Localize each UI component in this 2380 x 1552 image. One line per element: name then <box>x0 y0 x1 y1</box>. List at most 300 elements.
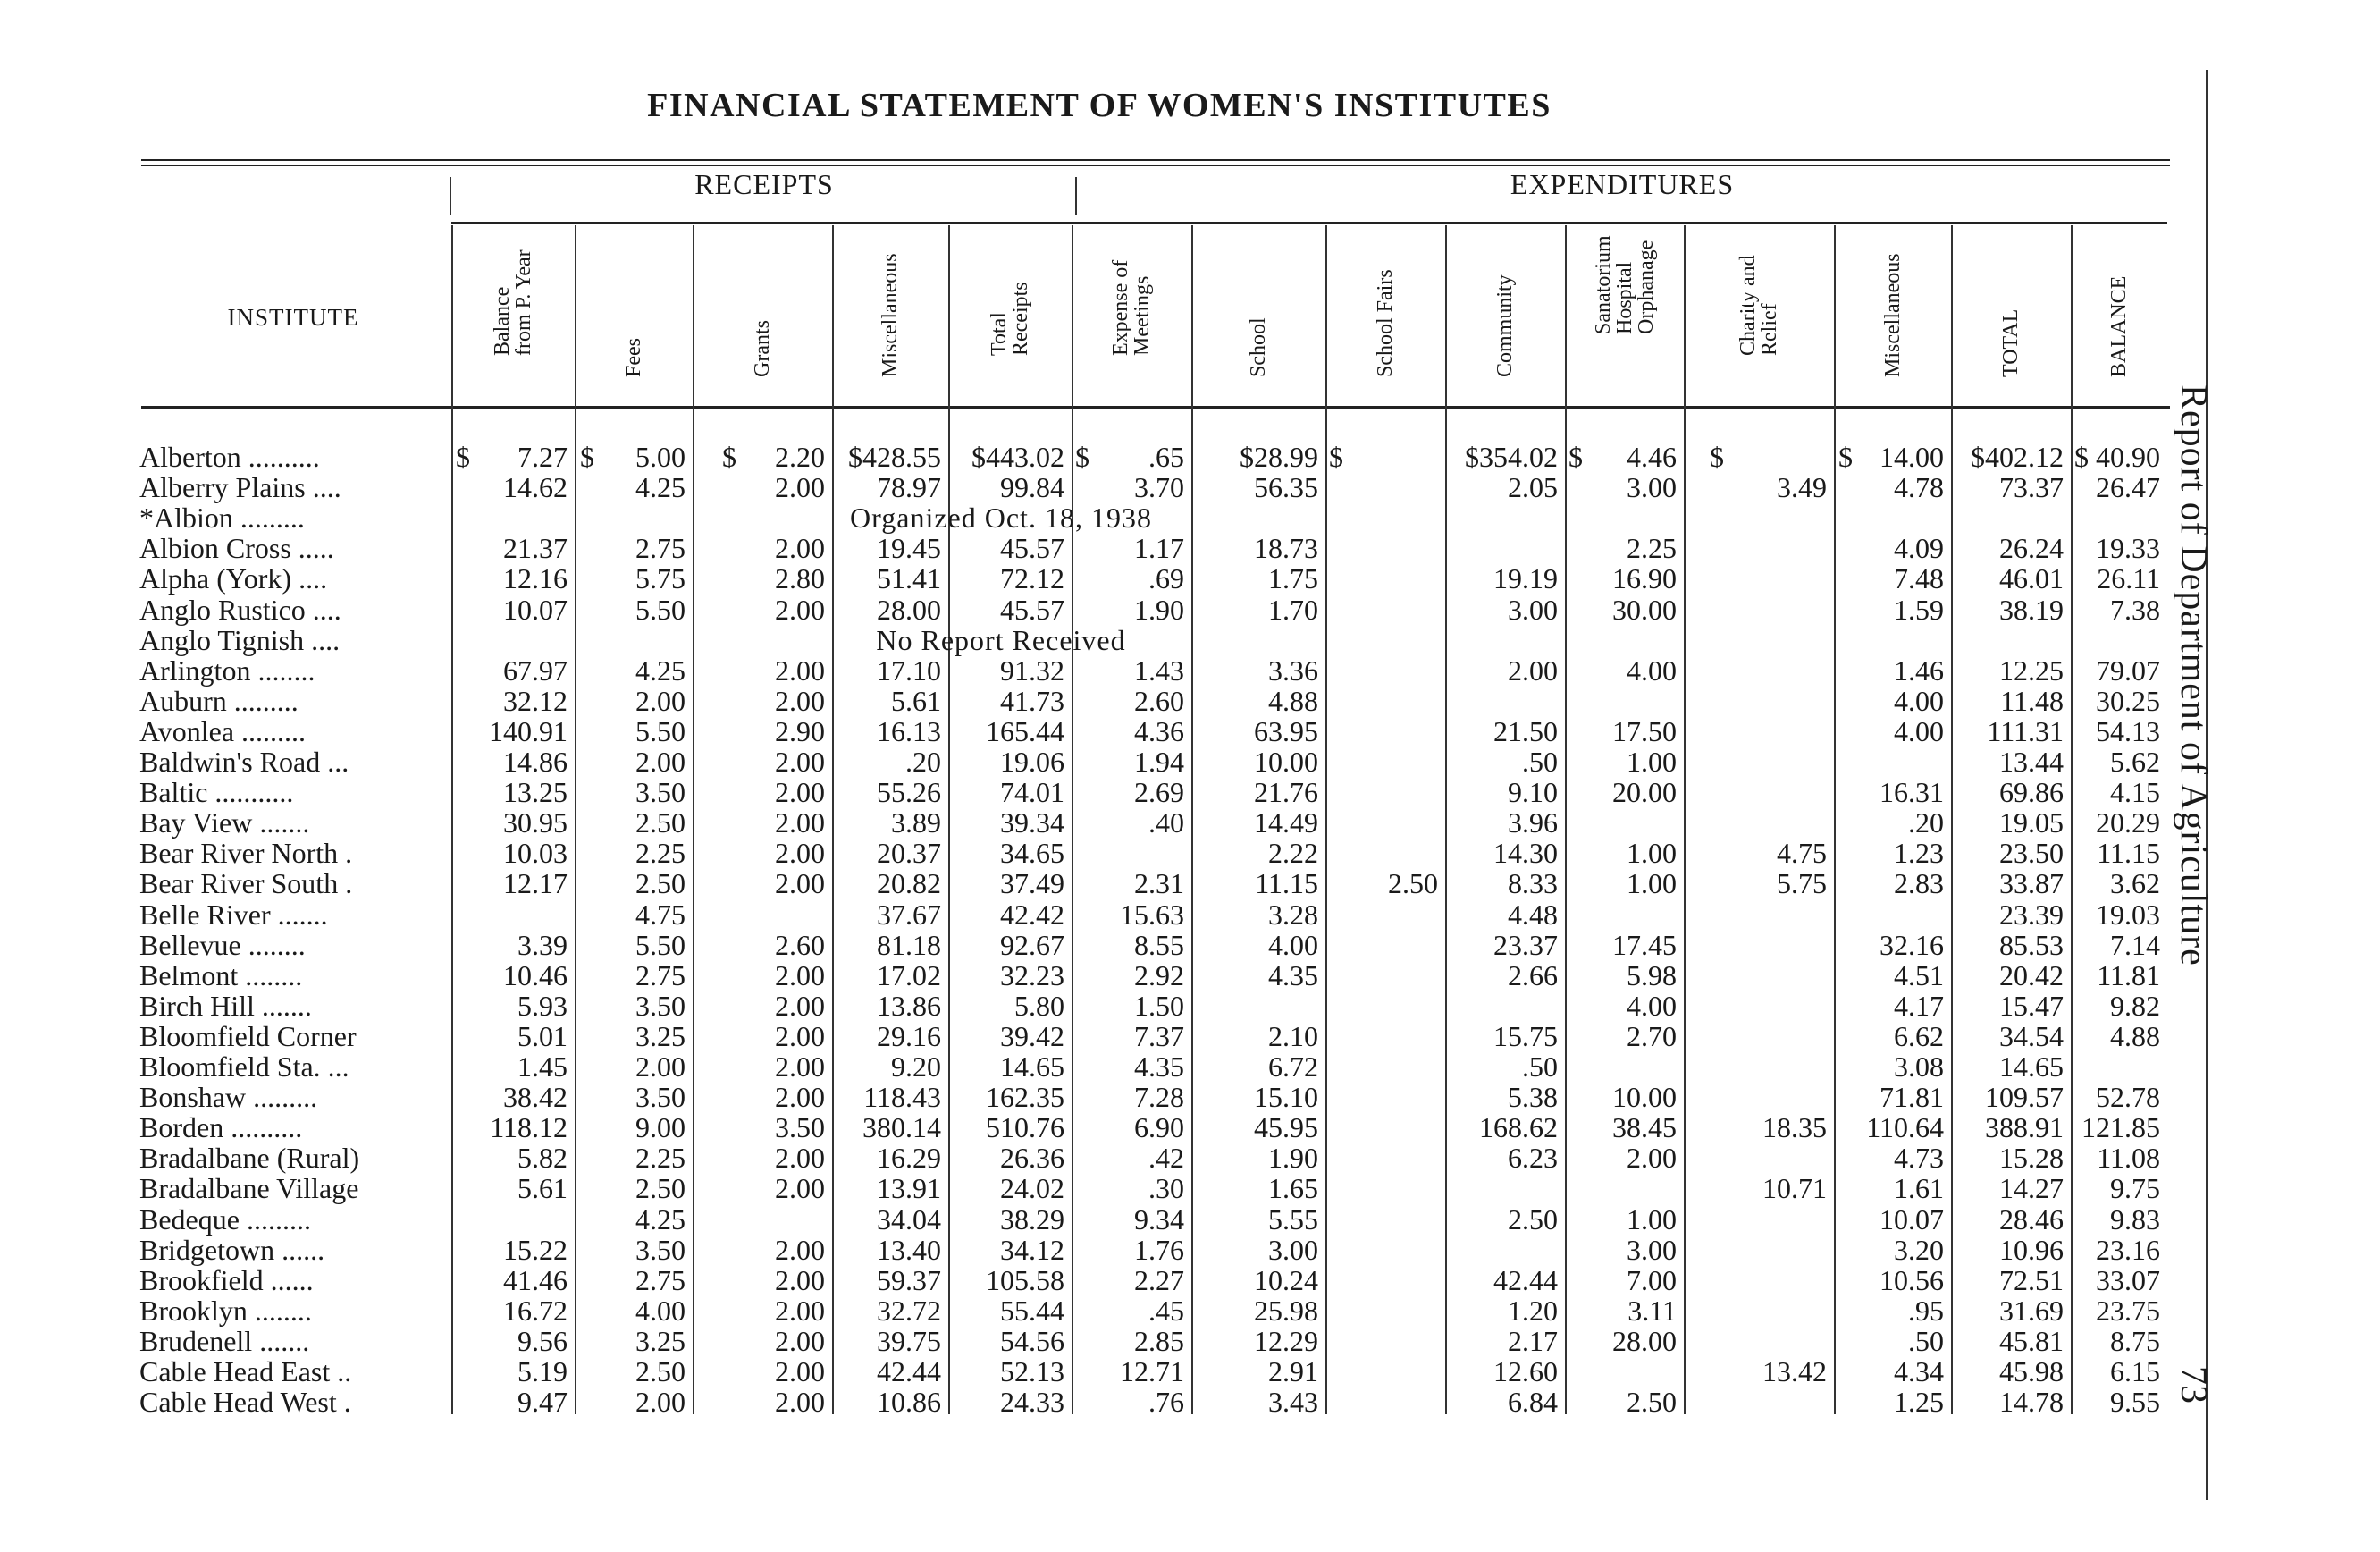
column-header-balance-prev <box>451 225 575 404</box>
cell-school: 1.90 <box>1268 1142 1318 1175</box>
cell-grants: 2.00 <box>775 1233 825 1266</box>
cell-misc-r: 9.20 <box>891 1050 941 1083</box>
cell-balance-prev: 10.07 <box>503 593 568 626</box>
cell-balance-prev: 9.56 <box>517 1324 568 1357</box>
cell-total: 72.51 <box>1999 1263 2064 1296</box>
cell-sanatorium: 2.70 <box>1627 1019 1677 1052</box>
table-row <box>0 1112 2199 1143</box>
cell-misc-e: 3.08 <box>1894 1050 1944 1083</box>
dollar-sign: $ <box>580 441 594 473</box>
cell-balance-prev: 41.46 <box>503 1263 568 1296</box>
table-row <box>0 1021 2199 1051</box>
cell-fees: 3.50 <box>635 776 685 809</box>
cell-meetings: 9.34 <box>1134 1202 1184 1236</box>
cell-total: 11.48 <box>2000 684 2064 717</box>
cell-misc-e: 3.20 <box>1894 1233 1944 1266</box>
cell-total-receipts: 34.65 <box>1000 837 1064 870</box>
cell-meetings: 4.36 <box>1134 714 1184 747</box>
cell-fees: 3.25 <box>635 1019 685 1052</box>
cell-misc-e: 110.64 <box>1866 1111 1944 1144</box>
cell-charity: 13.42 <box>1762 1355 1827 1388</box>
cell-total-receipts: 19.06 <box>1000 746 1064 778</box>
cell-total-receipts: 41.73 <box>1000 684 1064 717</box>
header-bottom-rule <box>141 406 2170 409</box>
cell-community: 3.96 <box>1508 806 1558 839</box>
cell-balance: 9.83 <box>2110 1202 2160 1236</box>
cell-misc-r: 17.10 <box>877 654 941 687</box>
cell-community: 4.48 <box>1508 898 1558 931</box>
cell-grants: 2.00 <box>775 806 825 839</box>
cell-misc-r: 29.16 <box>877 1019 941 1052</box>
cell-meetings: .45 <box>1148 1294 1184 1327</box>
institute-column-header: INSTITUTE <box>227 304 359 331</box>
cell-meetings: 2.92 <box>1134 958 1184 991</box>
table-row <box>0 502 2199 533</box>
cell-sanatorium: 3.00 <box>1627 471 1677 504</box>
cell-school: $28.99 <box>1240 441 1318 473</box>
cell-community: 6.84 <box>1508 1386 1558 1419</box>
cell-total: 45.98 <box>1999 1355 2064 1388</box>
cell-sanatorium: 17.50 <box>1612 714 1677 747</box>
cell-total: 23.50 <box>1999 837 2064 870</box>
cell-misc-r: 13.86 <box>877 989 941 1022</box>
cell-total-receipts: 26.36 <box>1000 1142 1064 1175</box>
cell-fees: 3.50 <box>635 989 685 1022</box>
cell-fees: 2.00 <box>635 746 685 778</box>
cell-school: 6.72 <box>1268 1050 1318 1083</box>
cell-total-receipts: 32.23 <box>1000 958 1064 991</box>
cell-total: 19.05 <box>1999 806 2064 839</box>
cell-grants: 2.20 <box>775 441 825 473</box>
cell-sanatorium: 1.00 <box>1627 837 1677 870</box>
row-note: No Report Received <box>876 623 1126 656</box>
cell-school: 4.00 <box>1268 928 1318 961</box>
cell-meetings: 4.35 <box>1134 1050 1184 1083</box>
cell-balance: 30.25 <box>2096 684 2160 717</box>
cell-fees: 2.00 <box>635 1050 685 1083</box>
column-header-community <box>1445 225 1565 404</box>
cell-total-receipts: 24.02 <box>1000 1172 1064 1205</box>
cell-misc-e: 1.23 <box>1894 837 1944 870</box>
cell-community: 2.05 <box>1508 471 1558 504</box>
cell-balance: 9.55 <box>2110 1386 2160 1419</box>
cell-fees: 2.50 <box>635 1172 685 1205</box>
cell-total: 14.27 <box>1999 1172 2064 1205</box>
cell-total-receipts: 74.01 <box>1000 776 1064 809</box>
cell-charity: 5.75 <box>1777 867 1827 900</box>
cell-fees: 2.00 <box>635 1386 685 1419</box>
cell-fees: 2.75 <box>635 1263 685 1296</box>
cell-school: 4.35 <box>1268 958 1318 991</box>
column-header-text: School <box>1247 317 1270 377</box>
cell-fees: 2.75 <box>635 532 685 565</box>
cell-fees: 5.50 <box>635 714 685 747</box>
cell-school: 10.00 <box>1254 746 1318 778</box>
cell-school: 3.00 <box>1268 1233 1318 1266</box>
cell-balance: 8.75 <box>2110 1324 2160 1357</box>
table-row <box>0 1051 2199 1082</box>
cell-grants: 2.00 <box>775 471 825 504</box>
institute-name: Anglo Rustico .... <box>139 593 341 626</box>
cell-misc-r: 5.61 <box>891 684 941 717</box>
table-row <box>0 533 2199 563</box>
cell-sanatorium: 4.00 <box>1627 654 1677 687</box>
cell-misc-e: 4.00 <box>1894 714 1944 747</box>
column-header-grants <box>693 225 832 404</box>
cell-balance-prev: 5.19 <box>517 1355 568 1388</box>
cell-grants: 2.80 <box>775 562 825 595</box>
cell-balance: 11.15 <box>2097 837 2160 870</box>
cell-balance-prev: 5.93 <box>517 989 568 1022</box>
cell-misc-e: 4.51 <box>1894 958 1944 991</box>
cell-grants: 2.00 <box>775 1324 825 1357</box>
cell-community: 23.37 <box>1493 928 1558 961</box>
column-header-total <box>1951 225 2071 404</box>
cell-total: 69.86 <box>1999 776 2064 809</box>
cell-balance-prev: 10.03 <box>503 837 568 870</box>
cell-fees: 4.25 <box>635 1202 685 1236</box>
cell-sanatorium: 2.50 <box>1627 1386 1677 1419</box>
institute-name: Baldwin's Road ... <box>139 746 349 778</box>
cell-community: 5.38 <box>1508 1081 1558 1114</box>
cell-misc-r: 19.45 <box>877 532 941 565</box>
cell-sanatorium: 17.45 <box>1612 928 1677 961</box>
cell-balance-prev: 32.12 <box>503 684 568 717</box>
cell-balance: 4.15 <box>2110 776 2160 809</box>
column-header-text: Fees <box>622 338 645 377</box>
cell-meetings: .69 <box>1148 562 1184 595</box>
column-header-misc-r <box>832 225 948 404</box>
cell-school: 3.36 <box>1268 654 1318 687</box>
cell-total-receipts: 38.29 <box>1000 1202 1064 1236</box>
cell-school: 12.29 <box>1254 1324 1318 1357</box>
column-header-text: Community <box>1493 274 1517 377</box>
cell-misc-e: 4.78 <box>1894 471 1944 504</box>
cell-misc-e: 32.16 <box>1880 928 1944 961</box>
cell-community: 2.66 <box>1508 958 1558 991</box>
cell-meetings: 2.60 <box>1134 684 1184 717</box>
cell-meetings: 2.27 <box>1134 1263 1184 1296</box>
cell-balance-prev: 1.45 <box>517 1050 568 1083</box>
cell-meetings: 2.85 <box>1134 1324 1184 1357</box>
cell-total: 85.53 <box>1999 928 2064 961</box>
institute-name: Brookfield ...... <box>139 1263 314 1296</box>
cell-total-receipts: 45.57 <box>1000 532 1064 565</box>
dollar-sign: $ <box>722 441 736 473</box>
institute-name: Alpha (York) .... <box>139 562 328 595</box>
cell-total-receipts: 91.32 <box>1000 654 1064 687</box>
cell-balance: 23.16 <box>2096 1233 2160 1266</box>
cell-misc-e: 10.07 <box>1880 1202 1944 1236</box>
column-header-text: Miscellaneous <box>879 253 902 377</box>
cell-misc-e: 1.25 <box>1894 1386 1944 1419</box>
cell-balance: 9.82 <box>2110 989 2160 1022</box>
cell-fees: 4.25 <box>635 654 685 687</box>
column-header-charity <box>1684 225 1834 404</box>
cell-total: 14.65 <box>1999 1050 2064 1083</box>
cell-school: 1.70 <box>1268 593 1318 626</box>
institute-name: Bradalbane Village <box>139 1172 359 1205</box>
cell-misc-r: 118.43 <box>863 1081 941 1114</box>
institute-name: Birch Hill ....... <box>139 989 312 1022</box>
cell-school: 14.49 <box>1254 806 1318 839</box>
page-number: 73 <box>2173 1366 2214 1404</box>
cell-misc-e: 10.56 <box>1880 1263 1944 1296</box>
cell-community: 2.00 <box>1508 654 1558 687</box>
cell-total: 38.19 <box>1999 593 2064 626</box>
column-header-fees <box>575 225 693 404</box>
cell-fees: 2.50 <box>635 867 685 900</box>
cell-meetings: 2.31 <box>1134 867 1184 900</box>
cell-total: 34.54 <box>1999 1019 2064 1052</box>
table-row <box>0 1295 2199 1326</box>
cell-sanatorium: 4.00 <box>1627 989 1677 1022</box>
expenditures-group-line <box>1077 222 2167 224</box>
cell-fees: 2.25 <box>635 1142 685 1175</box>
cell-meetings: 6.90 <box>1134 1111 1184 1144</box>
cell-sanatorium: 16.90 <box>1612 562 1677 595</box>
cell-misc-e: 4.73 <box>1894 1142 1944 1175</box>
side-running-title: Report of Department of Agriculture <box>2173 384 2214 966</box>
cell-balance-prev: 140.91 <box>489 714 568 747</box>
cell-fees: 5.75 <box>635 562 685 595</box>
cell-balance: 121.85 <box>2081 1111 2160 1144</box>
cell-misc-r: 10.86 <box>877 1386 941 1419</box>
cell-fees: 2.00 <box>635 684 685 717</box>
dollar-sign: $ <box>1075 441 1089 473</box>
institute-name: Belmont ........ <box>139 958 303 991</box>
dollar-sign: $ <box>1710 441 1724 473</box>
institute-name: Bear River North . <box>139 837 353 870</box>
cell-meetings: 1.76 <box>1134 1233 1184 1266</box>
institute-name: Anglo Tignish .... <box>139 623 341 656</box>
cell-misc-r: .20 <box>905 746 941 778</box>
cell-balance: 11.81 <box>2097 958 2160 991</box>
cell-community: 6.23 <box>1508 1142 1558 1175</box>
cell-misc-e: 71.81 <box>1880 1081 1944 1114</box>
institute-name: Bellevue ........ <box>139 928 306 961</box>
institute-name: Cable Head East .. <box>139 1355 352 1388</box>
expenditures-group-label: EXPENDITURES <box>1510 168 1735 200</box>
table-row <box>0 595 2199 625</box>
cell-misc-r: 78.97 <box>877 471 941 504</box>
cell-misc-r: 13.91 <box>877 1172 941 1205</box>
cell-school: 45.95 <box>1254 1111 1318 1144</box>
institute-name: Bridgetown ...... <box>139 1233 325 1266</box>
cell-total: 388.91 <box>1985 1111 2064 1144</box>
table-row <box>0 655 2199 686</box>
cell-grants: 2.90 <box>775 714 825 747</box>
column-header-text: Balance from P. Year <box>491 249 535 356</box>
cell-fees: 9.00 <box>635 1111 685 1144</box>
cell-balance: 79.07 <box>2096 654 2160 687</box>
cell-community: 2.17 <box>1508 1324 1558 1357</box>
column-header-misc-e <box>1834 225 1951 404</box>
cell-grants: 2.00 <box>775 654 825 687</box>
cell-community: 12.60 <box>1493 1355 1558 1388</box>
cell-grants: 2.00 <box>775 746 825 778</box>
cell-school: 21.76 <box>1254 776 1318 809</box>
table-row <box>0 472 2199 502</box>
table-row <box>0 563 2199 594</box>
cell-balance: 26.11 <box>2097 562 2160 595</box>
cell-misc-e: 1.61 <box>1894 1172 1944 1205</box>
column-header-school-fairs <box>1325 225 1445 404</box>
cell-school: 3.43 <box>1268 1386 1318 1419</box>
cell-total-receipts: 42.42 <box>1000 898 1064 931</box>
cell-community: 8.33 <box>1508 867 1558 900</box>
cell-total: 13.44 <box>1999 746 2064 778</box>
cell-sanatorium: 4.46 <box>1627 441 1677 473</box>
institute-name: Bloomfield Corner <box>139 1019 357 1052</box>
cell-balance-prev: 10.46 <box>503 958 568 991</box>
column-header-text: Expense of Meetings <box>1109 259 1154 356</box>
group-divider-left <box>450 177 451 215</box>
cell-meetings: 1.50 <box>1134 989 1184 1022</box>
cell-total-receipts: 5.80 <box>1014 989 1064 1022</box>
cell-balance: 5.62 <box>2110 746 2160 778</box>
cell-total: 20.42 <box>1999 958 2064 991</box>
cell-community: 9.10 <box>1508 776 1558 809</box>
cell-misc-e: 14.00 <box>1880 441 1944 473</box>
cell-grants: 2.00 <box>775 867 825 900</box>
cell-fees: 2.50 <box>635 1355 685 1388</box>
cell-total-receipts: 99.84 <box>1000 471 1064 504</box>
cell-misc-r: 59.37 <box>877 1263 941 1296</box>
table-row <box>0 1387 2199 1417</box>
dollar-sign: $ <box>1568 441 1583 473</box>
cell-misc-e: .50 <box>1908 1324 1944 1357</box>
cell-balance-prev: 5.82 <box>517 1142 568 1175</box>
cell-school: 3.28 <box>1268 898 1318 931</box>
cell-meetings: 7.37 <box>1134 1019 1184 1052</box>
institute-name: Baltic ........... <box>139 776 294 809</box>
column-header-sanatorium <box>1565 225 1684 404</box>
cell-balance: 11.08 <box>2097 1142 2160 1175</box>
cell-fees: 4.25 <box>635 471 685 504</box>
cell-grants: 2.00 <box>775 1019 825 1052</box>
cell-balance: 4.88 <box>2110 1019 2160 1052</box>
institute-name: Bay View ....... <box>139 806 310 839</box>
cell-total-receipts: 55.44 <box>1000 1294 1064 1327</box>
cell-fees: 3.50 <box>635 1081 685 1114</box>
cell-sanatorium: 3.00 <box>1627 1233 1677 1266</box>
cell-misc-r: 39.75 <box>877 1324 941 1357</box>
cell-meetings: 3.70 <box>1134 471 1184 504</box>
group-divider-mid <box>1075 177 1077 215</box>
cell-sanatorium: 10.00 <box>1612 1081 1677 1114</box>
cell-total: 23.39 <box>1999 898 2064 931</box>
cell-misc-e: .20 <box>1908 806 1944 839</box>
cell-total: 45.81 <box>1999 1324 2064 1357</box>
table-row <box>0 960 2199 991</box>
institute-name: *Albion ......... <box>139 502 305 535</box>
cell-total-receipts: 52.13 <box>1000 1355 1064 1388</box>
cell-community: 14.30 <box>1493 837 1558 870</box>
institute-name: Brudenell ....... <box>139 1324 310 1357</box>
cell-total: 12.25 <box>1999 654 2064 687</box>
cell-misc-r: 28.00 <box>877 593 941 626</box>
cell-balance: 7.38 <box>2110 593 2160 626</box>
cell-community: 42.44 <box>1493 1263 1558 1296</box>
cell-grants: 2.00 <box>775 1355 825 1388</box>
cell-misc-r: 20.37 <box>877 837 941 870</box>
cell-misc-r: 42.44 <box>877 1355 941 1388</box>
column-header-total-receipts <box>948 225 1072 404</box>
cell-balance-prev: 30.95 <box>503 806 568 839</box>
cell-grants: 2.00 <box>775 837 825 870</box>
cell-meetings: .76 <box>1148 1386 1184 1419</box>
cell-total-receipts: 45.57 <box>1000 593 1064 626</box>
cell-total-receipts: 105.58 <box>986 1263 1064 1296</box>
dollar-sign: $ <box>2074 441 2089 473</box>
receipts-group-label: RECEIPTS <box>694 168 834 200</box>
cell-misc-e: 4.17 <box>1894 989 1944 1022</box>
column-header-school <box>1191 225 1325 404</box>
institute-name: Bedeque ......... <box>139 1202 311 1236</box>
cell-grants: 2.00 <box>775 1142 825 1175</box>
cell-community: 3.00 <box>1508 593 1558 626</box>
institute-name: Bonshaw ......... <box>139 1081 318 1114</box>
dollar-sign: $ <box>1838 441 1853 473</box>
column-header-meetings <box>1072 225 1191 404</box>
institute-name: Albion Cross ..... <box>139 532 334 565</box>
institute-name: Brooklyn ........ <box>139 1294 312 1327</box>
cell-balance-prev: 7.27 <box>517 441 568 473</box>
cell-total-receipts: 162.35 <box>986 1081 1064 1114</box>
table-row <box>0 716 2199 746</box>
cell-balance-prev: 3.39 <box>517 928 568 961</box>
institute-name: Borden .......... <box>139 1111 303 1144</box>
cell-balance-prev: 118.12 <box>490 1111 568 1144</box>
cell-sanatorium: 1.00 <box>1627 1202 1677 1236</box>
cell-misc-r: 3.89 <box>891 806 941 839</box>
cell-misc-e: 4.09 <box>1894 532 1944 565</box>
cell-total-receipts: 34.12 <box>1000 1233 1064 1266</box>
cell-grants: 2.00 <box>775 1386 825 1419</box>
cell-fees: 4.75 <box>635 898 685 931</box>
cell-grants: 2.00 <box>775 532 825 565</box>
cell-total: 73.37 <box>1999 471 2064 504</box>
table-row <box>0 625 2199 655</box>
column-header-text: School Fairs <box>1374 269 1397 377</box>
cell-school: 11.15 <box>1255 867 1318 900</box>
cell-meetings: 1.43 <box>1134 654 1184 687</box>
cell-meetings: .42 <box>1148 1142 1184 1175</box>
cell-misc-r: $428.55 <box>848 441 941 473</box>
table-row <box>0 442 2199 472</box>
cell-sanatorium: 2.00 <box>1627 1142 1677 1175</box>
institute-name: Bloomfield Sta. ... <box>139 1050 349 1083</box>
cell-sanatorium: 1.00 <box>1627 867 1677 900</box>
cell-misc-r: 16.13 <box>877 714 941 747</box>
cell-grants: 2.60 <box>775 928 825 961</box>
table-row <box>0 777 2199 807</box>
institute-name: Avonlea ......... <box>139 714 307 747</box>
table-row <box>0 838 2199 868</box>
institute-name: Auburn ......... <box>139 684 299 717</box>
table-row <box>0 899 2199 930</box>
cell-balance: 40.90 <box>2096 441 2160 473</box>
cell-misc-r: 17.02 <box>877 958 941 991</box>
cell-sanatorium: 1.00 <box>1627 746 1677 778</box>
cell-misc-e: 2.83 <box>1894 867 1944 900</box>
cell-balance-prev: 21.37 <box>503 532 568 565</box>
cell-school: 1.65 <box>1268 1172 1318 1205</box>
cell-balance-prev: 14.86 <box>503 746 568 778</box>
cell-fees: 2.75 <box>635 958 685 991</box>
cell-grants: 2.00 <box>775 593 825 626</box>
